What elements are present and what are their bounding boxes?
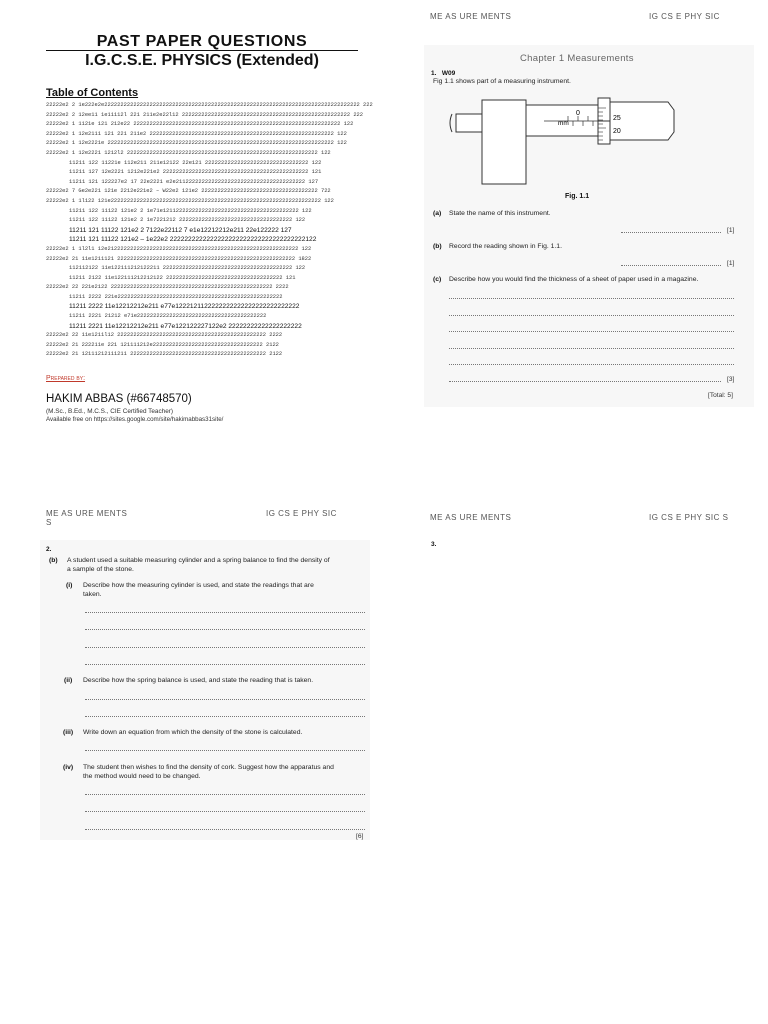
title-underline [46,50,358,51]
thimble-mark-25: 25 [613,115,621,122]
answer-line[interactable] [85,612,365,613]
toc-entry[interactable]: 22222e2 1 12e2221e 2222222222222222222222222222222222222222222222222222222222222222222222 122 [46,140,347,147]
running-header-left: ME AS URE MENTS [430,513,512,522]
toc-entry[interactable]: 11211 2221 11e12212212e211 e77e122122227122e2 22222222222222222222 [69,322,302,330]
question-total: [Total: 5] [708,392,733,399]
sub-iv-text-cont: the method would need to be changed. [83,773,201,780]
toc-entry[interactable]: 11211 122 11221e 112e211 211e12122 22e121 22222222222222222222222222222222 122 [69,159,322,166]
table-of-contents [46,101,382,360]
chapter-title: Chapter 1 Measurements [520,53,634,64]
question-intro: Fig 1.1 shows part of a measuring instrument. [433,78,571,85]
answer-line[interactable] [449,315,734,316]
sub-iv-label: (iv) [63,764,74,771]
thimble-mark-20: 20 [613,128,621,135]
sub-iii-label: (iii) [63,729,74,736]
answer-line[interactable] [85,829,365,830]
running-header-wrap: S [46,518,52,527]
thimble [598,98,674,144]
toc-entry[interactable]: 22222e2 1 1l2l1 12e21222222222222222222222222222222222222222222222222222222222 122 [46,245,312,252]
toc-entry[interactable]: 22222e2 21 11e1211121 2222222222222222222222222222222222222222222222222222222 1822 [46,255,312,262]
answer-line[interactable] [449,331,734,332]
question-marks: [6] [356,833,364,840]
toc-entry[interactable]: 22222e2 2 12ee11 1e11112l 221 211e2e22l12 2222222222222222222222222222222222222222222222222222 222 [46,111,364,118]
answer-line[interactable] [85,629,365,630]
toc-entry[interactable]: 22222e2 1 12e2111 121 221 211e2 222222222222222222222222222222222222222222222222222222222 122 [46,130,347,137]
micrometer-figure [448,90,738,190]
toc-entry[interactable]: 11211 2222 221e222222222222222222222222222222222222222222222222222 [69,293,283,300]
sub-ii-label: (ii) [64,677,73,684]
availability-link[interactable]: Available free on https://sites.google.com/site/hakimabbas31site/ [46,416,224,423]
scale-zero-label: 0 [576,110,580,117]
part-a-label: (a) [433,210,442,217]
part-b-label: (b) [433,243,442,250]
question-number: 1. W09 [431,70,456,77]
sub-i-text-cont: taken. [83,591,102,598]
toc-entry[interactable]: 22222e2 2 1e222e2e2222222222222222222222222222222222222222222222222222222222222222222222222222222 222 [46,102,373,108]
toc-entry[interactable]: 11211 122 11122 121e2 2 1e7221212 22222222222222222222222222222222222 122 [69,217,306,224]
part-b-text: Record the reading shown in Fig. 1.1. [449,243,562,250]
toc-entry[interactable]: 11211 2122 11e122111212212122 222222222222222222222222222222222222 121 [69,274,296,281]
sub-iv-text: The student then wishes to find the density of cork. Suggest how the apparatus and [83,764,334,771]
question-page-2 [0,500,384,1024]
toc-entry[interactable]: 22222e2 1 1121e 121 212e22 2222222222222222222222222222222222222222222222222222222222222222 122 [46,121,354,128]
running-header-right: IG CS E PHY SIC [266,509,337,518]
toc-heading: Table of Contents [46,87,139,99]
part-b-text-cont: a sample of the stone. [67,566,134,573]
question-code: W09 [441,70,456,77]
toc-entry[interactable]: 22222e2 1 1l122 121e22222222222222222222222222222222222222222222222222222222222222222 122 [46,197,334,204]
part-c-text: Describe how you would find the thickness of a sheet of paper used in a magazine. [449,276,699,283]
toc-entry[interactable]: 22222e2 22 11e1211l12 2222222222222222222222222222222222222222222222 2222 [46,332,283,339]
answer-line[interactable] [85,750,365,751]
answer-line[interactable] [449,348,734,349]
toc-entry[interactable]: 22222e2 21 12111212111211 222222222222222222222222222222222222222222 2122 [46,351,283,358]
scale-unit-label: mm [558,120,569,127]
answer-line[interactable] [85,647,365,648]
author-qualifications: (M.Sc., B.Ed., M.C.S., CIE Certified Teacher) [46,408,174,415]
part-b-text: A student used a suitable measuring cylinder and a spring balance to find the density of [67,557,330,564]
question-number: 3. [431,541,437,548]
toc-entry[interactable]: 112112122 11e122111212122211 2222222222222222222222222222222222222222 122 [69,265,306,272]
answer-line[interactable] [449,364,734,365]
toc-entry[interactable]: 11211 127 12e2221 1212e221e2 222222222222222222222222222222222222222222222 121 [69,169,322,176]
toc-entry[interactable]: 11211 122 11122 121e2 2 1e71e121122222222222222222222222222222222222222 122 [69,207,312,214]
answer-line[interactable] [85,811,365,812]
part-b-marks: [1] [727,260,735,267]
sub-i-text: Describe how the measuring cylinder is used, and state the readings that are [83,582,314,589]
document-title: PAST PAPER QUESTIONS [96,33,308,50]
toc-entry[interactable]: 22222e2 22 221e2122 22222222222222222222222222222222222222222222222222 2222 [46,284,289,291]
running-header-right: IG CS E PHY SIC S [649,513,729,522]
part-c-label: (c) [433,276,442,283]
author-name: HAKIM ABBAS (#66748570) [46,393,192,405]
answer-line[interactable] [85,664,365,665]
running-header-right: IG CS E PHY SIC [649,12,720,21]
sub-ii-text: Describe how the spring balance is used, and state the reading that is taken. [83,677,314,684]
running-header-left: ME AS URE MENTS [430,12,512,21]
answer-line[interactable] [621,232,721,233]
figure-label: Fig. 1.1 [565,193,590,200]
toc-entry[interactable]: 22222e2 7 Ge2e221 121e 2212e221e2 – W22e2 121e2 222222222222222222222222222222222222 722 [46,188,331,195]
toc-entry[interactable]: 11211 2221 21212 e71e2222222222222222222222222222222222222222 [69,313,267,320]
toc-entry[interactable]: 22222e2 1 12e2221 1212l2 22222222222222222222222222222222222222222222222222222222222 122 [46,149,331,156]
cover-page [0,0,384,500]
toc-entry[interactable]: 11211 121 11122 121e2 2 7122e22112 7 e1e12212212e211 22e122222 127 [69,226,292,234]
document-subtitle: I.G.C.S.E. PHYSICS (Extended) [85,52,319,69]
toc-entry[interactable]: 22222e2 21 222211e 221 121111212e2222222222222222222222222222222222 2122 [46,341,279,348]
prepared-by-label: Prepared by: [46,375,86,382]
answer-line[interactable] [85,794,365,795]
answer-line[interactable] [621,265,721,266]
answer-line[interactable] [449,298,734,299]
answer-line[interactable] [85,699,365,700]
answer-line[interactable] [85,716,365,717]
answer-line[interactable] [449,381,721,382]
part-c-marks: [3] [727,376,735,383]
toc-entry[interactable]: 11211 121 122227e2 17 22e2221 e2e2112222222222222222222222222222222222222 127 [69,178,319,185]
toc-entry[interactable]: 11211 121 11122 121e2 – 1e22e2 2222222222222222222222222222222222222122 [69,236,317,244]
question-page-3 [384,500,768,1024]
part-a-marks: [1] [727,227,735,234]
part-a-text: State the name of this instrument. [449,210,551,217]
running-header-left: ME AS URE MENTS [46,509,128,518]
question-number: 2. [46,546,52,553]
sub-i-label: (i) [66,582,73,589]
part-b-label: (b) [49,557,58,564]
toc-entry[interactable]: 11211 2222 11e12212212e211 e77e1222121122222222222222222222222222 [69,303,300,311]
sub-iii-text: Write down an equation from which the density of the stone is calculated. [83,729,303,736]
